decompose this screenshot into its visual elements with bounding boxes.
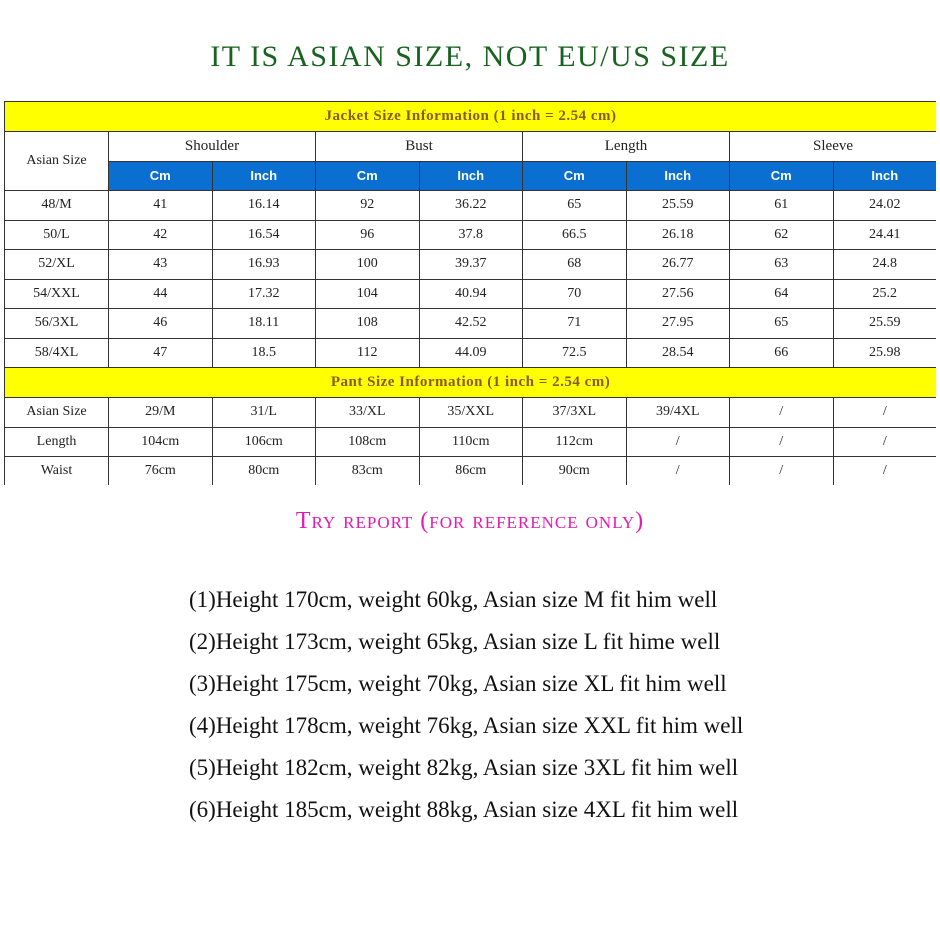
value-cell: 40.94 (419, 279, 523, 309)
value-cell: 65 (730, 309, 834, 339)
value-cell: 25.2 (833, 279, 936, 309)
value-cell: 26.18 (626, 220, 730, 250)
value-cell: 39.37 (419, 250, 523, 280)
value-cell: 70 (523, 279, 627, 309)
value-cell: 16.14 (212, 191, 316, 221)
jacket-row (5, 309, 937, 339)
value-cell: 18.11 (212, 309, 316, 339)
value-cell: 18.5 (212, 338, 316, 368)
unit-header: Inch (212, 161, 316, 191)
try-report-item: (1)Height 170cm, weight 60kg, Asian size M fit him well (189, 587, 718, 612)
jacket-unit-row (5, 161, 937, 191)
value-cell: 66.5 (523, 220, 627, 250)
pant-label-cell: Waist (5, 457, 109, 486)
value-cell: 61 (730, 191, 834, 221)
pant-banner-row (5, 368, 937, 398)
value-cell: 17.32 (212, 279, 316, 309)
size-cell: 52/XL (5, 250, 109, 280)
pant-row (5, 427, 937, 457)
pant-row (5, 398, 937, 428)
try-report-item: (6)Height 185cm, weight 88kg, Asian size 4XL fit him well (189, 797, 739, 822)
value-cell: 16.93 (212, 250, 316, 280)
pant-label-cell: Asian Size (5, 398, 109, 428)
value-cell: 16.54 (212, 220, 316, 250)
value-cell: 71 (523, 309, 627, 339)
value-cell: 92 (316, 191, 420, 221)
pant-value-cell: / (626, 457, 730, 486)
shoulder-header: Shoulder (109, 132, 316, 162)
value-cell: 36.22 (419, 191, 523, 221)
value-cell: 96 (316, 220, 420, 250)
pant-label-cell: Length (5, 427, 109, 457)
pant-value-cell: 37/3XL (523, 398, 627, 428)
jacket-group-row (5, 132, 937, 162)
value-cell: 25.59 (626, 191, 730, 221)
size-cell: 56/3XL (5, 309, 109, 339)
unit-header: Inch (419, 161, 523, 191)
size-cell: 54/XXL (5, 279, 109, 309)
pant-banner: Pant Size Information (1 inch = 2.54 cm) (5, 368, 937, 398)
pant-value-cell: 31/L (212, 398, 316, 428)
value-cell: 44 (109, 279, 213, 309)
value-cell: 62 (730, 220, 834, 250)
pant-value-cell: 76cm (109, 457, 213, 486)
value-cell: 26.77 (626, 250, 730, 280)
pant-value-cell: 29/M (109, 398, 213, 428)
value-cell: 44.09 (419, 338, 523, 368)
pant-value-cell: / (730, 457, 834, 486)
value-cell: 100 (316, 250, 420, 280)
value-cell: 112 (316, 338, 420, 368)
value-cell: 37.8 (419, 220, 523, 250)
value-cell: 27.56 (626, 279, 730, 309)
pant-value-cell: / (626, 427, 730, 457)
value-cell: 72.5 (523, 338, 627, 368)
jacket-row (5, 338, 937, 368)
value-cell: 25.98 (833, 338, 936, 368)
pant-value-cell: / (833, 457, 936, 486)
pant-value-cell: / (833, 427, 936, 457)
jacket-row (5, 191, 937, 221)
pant-row (5, 457, 937, 486)
page-title: IT IS ASIAN SIZE, NOT EU/US SIZE (210, 40, 730, 73)
value-cell: 68 (523, 250, 627, 280)
pant-value-cell: 86cm (419, 457, 523, 486)
pant-value-cell: / (730, 398, 834, 428)
asian-size-header: Asian Size (5, 132, 109, 191)
value-cell: 25.59 (833, 309, 936, 339)
try-report-item: (3)Height 175cm, weight 70kg, Asian size XL fit him well (189, 671, 727, 696)
pant-value-cell: / (833, 398, 936, 428)
pant-value-cell: 112cm (523, 427, 627, 457)
unit-header: Cm (316, 161, 420, 191)
value-cell: 65 (523, 191, 627, 221)
pant-value-cell: 83cm (316, 457, 420, 486)
pant-value-cell: 90cm (523, 457, 627, 486)
value-cell: 108 (316, 309, 420, 339)
value-cell: 63 (730, 250, 834, 280)
value-cell: 24.02 (833, 191, 936, 221)
size-cell: 58/4XL (5, 338, 109, 368)
try-report-list (189, 583, 743, 835)
value-cell: 42.52 (419, 309, 523, 339)
unit-header: Inch (626, 161, 730, 191)
try-report-item: (2)Height 173cm, weight 65kg, Asian size L fit hime well (189, 629, 721, 654)
try-report-heading: Try report (for reference only) (295, 508, 645, 534)
pant-value-cell: 33/XL (316, 398, 420, 428)
value-cell: 28.54 (626, 338, 730, 368)
value-cell: 64 (730, 279, 834, 309)
value-cell: 42 (109, 220, 213, 250)
unit-header: Cm (523, 161, 627, 191)
value-cell: 43 (109, 250, 213, 280)
jacket-row (5, 279, 937, 309)
try-report-item: (4)Height 178cm, weight 76kg, Asian size XXL fit him well (189, 713, 744, 738)
pant-value-cell: 108cm (316, 427, 420, 457)
pant-value-cell: 110cm (419, 427, 523, 457)
pant-value-cell: 104cm (109, 427, 213, 457)
value-cell: 27.95 (626, 309, 730, 339)
jacket-row (5, 250, 937, 280)
sleeve-header: Sleeve (730, 132, 937, 162)
pant-value-cell: / (730, 427, 834, 457)
pant-value-cell: 35/XXL (419, 398, 523, 428)
unit-header: Cm (109, 161, 213, 191)
unit-header: Inch (833, 161, 936, 191)
jacket-row (5, 220, 937, 250)
value-cell: 46 (109, 309, 213, 339)
pant-value-cell: 80cm (212, 457, 316, 486)
pant-value-cell: 39/4XL (626, 398, 730, 428)
unit-header: Cm (730, 161, 834, 191)
value-cell: 41 (109, 191, 213, 221)
bust-header: Bust (316, 132, 523, 162)
jacket-banner: Jacket Size Information (1 inch = 2.54 cm) (5, 102, 937, 132)
length-header: Length (523, 132, 730, 162)
value-cell: 66 (730, 338, 834, 368)
size-chart (4, 101, 936, 485)
size-cell: 50/L (5, 220, 109, 250)
value-cell: 47 (109, 338, 213, 368)
pant-value-cell: 106cm (212, 427, 316, 457)
try-report-item: (5)Height 182cm, weight 82kg, Asian size 3XL fit him well (189, 755, 739, 780)
value-cell: 104 (316, 279, 420, 309)
jacket-banner-row (5, 102, 937, 132)
value-cell: 24.41 (833, 220, 936, 250)
size-cell: 48/M (5, 191, 109, 221)
value-cell: 24.8 (833, 250, 936, 280)
size-table (4, 101, 936, 485)
